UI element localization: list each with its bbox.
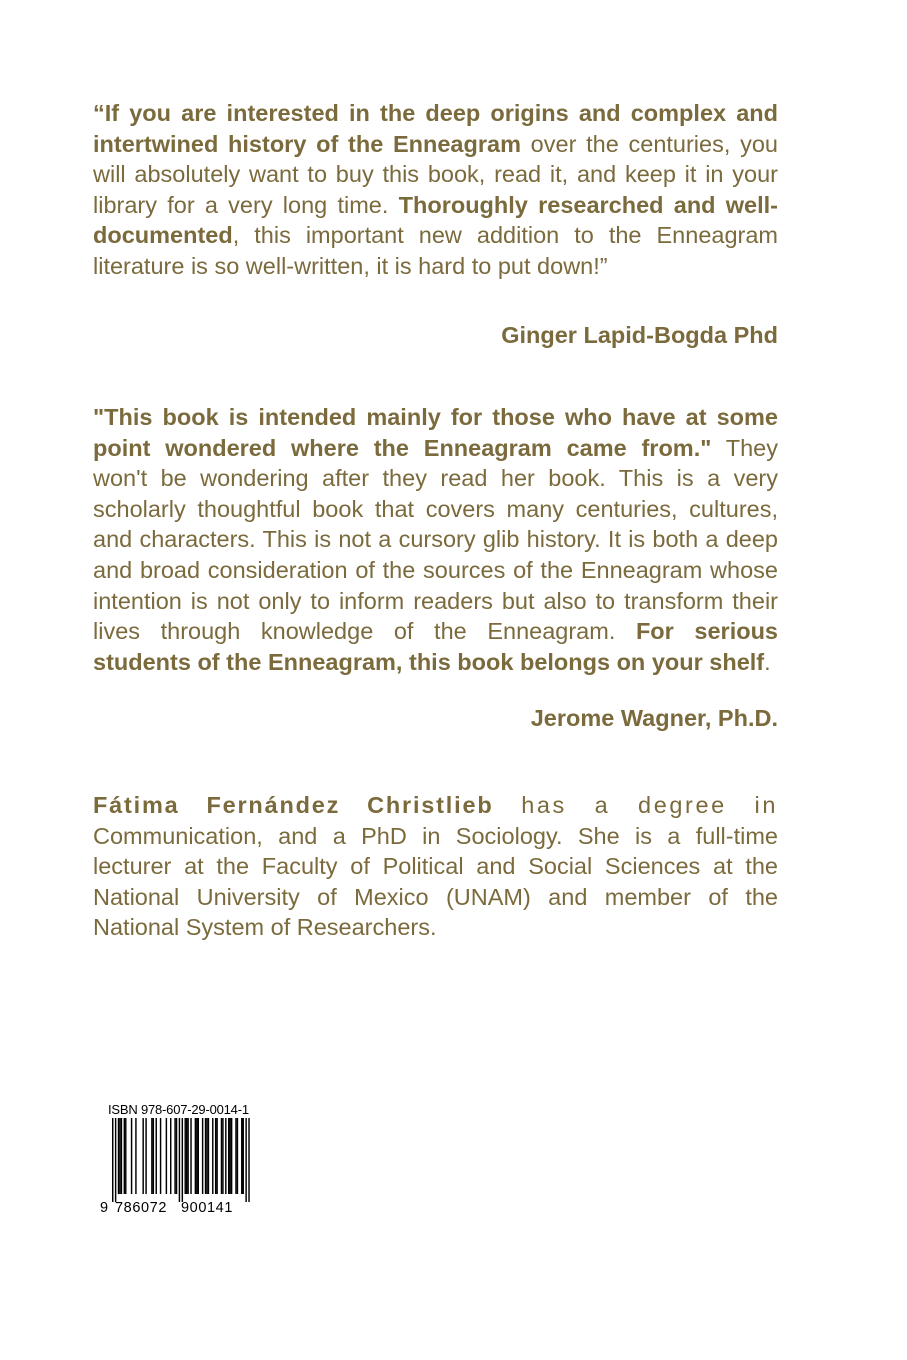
barcode-guard-bar bbox=[115, 1118, 116, 1202]
barcode-bar bbox=[118, 1118, 119, 1194]
quote-1-text-end: , this important new addition to the Enneagram literature is so well-written, it is hard to put down!” bbox=[93, 222, 778, 279]
barcode-bar bbox=[153, 1118, 154, 1194]
barcode-bar bbox=[195, 1118, 196, 1194]
praise-quote-1 bbox=[93, 98, 778, 282]
barcode-bar bbox=[243, 1118, 244, 1194]
barcode-bar bbox=[174, 1118, 175, 1194]
barcode-bars bbox=[100, 1118, 250, 1202]
barcode-bar bbox=[160, 1118, 161, 1194]
barcode-bar bbox=[231, 1118, 232, 1194]
isbn-barcode bbox=[100, 1102, 250, 1224]
barcode-bar bbox=[176, 1118, 177, 1194]
barcode-bar bbox=[212, 1118, 213, 1194]
barcode-guard-bar bbox=[112, 1118, 113, 1202]
quote-2-text-mid: They won't be wondering after they read her book. This is a very scholarly thoughtful book that covers many centuries, cultures, and characters. This is not a cursory glib history. It is both a deep and broad consideration of the sources of the Enneagram whose intention is not only to inform readers but also to transform their lives through knowledge of the Enneagram. bbox=[93, 434, 778, 645]
barcode-bar bbox=[241, 1118, 242, 1194]
barcode-bar bbox=[216, 1118, 217, 1194]
barcode-guard-bar bbox=[245, 1118, 246, 1202]
barcode-bar bbox=[145, 1118, 146, 1194]
barcode-bar bbox=[221, 1118, 222, 1194]
barcode-bar bbox=[228, 1118, 229, 1194]
barcode-bar bbox=[205, 1118, 206, 1194]
quote-1-text-mid: over the centuries, you will absolutely want to buy this book, read it, and keep it in your library for a very long time. bbox=[93, 130, 778, 218]
quote-2-attribution: Jerome Wagner, Ph.D. bbox=[530, 705, 778, 731]
barcode-bar bbox=[208, 1118, 209, 1194]
barcode-guard-bar bbox=[179, 1118, 180, 1202]
barcode-bar bbox=[185, 1118, 186, 1194]
barcode-bar bbox=[206, 1118, 207, 1194]
barcode-bar bbox=[198, 1118, 199, 1194]
barcode-bar bbox=[225, 1118, 226, 1194]
barcode-bar bbox=[142, 1118, 143, 1194]
barcode-bar bbox=[196, 1118, 197, 1194]
barcode-digits-left: 786072 bbox=[115, 1200, 167, 1216]
barcode-bar bbox=[135, 1118, 136, 1194]
barcode-bar bbox=[222, 1118, 223, 1194]
quote-2-bold-end: For serious students of the Enneagram, this book belongs on your shelf bbox=[93, 618, 778, 675]
barcode-bar bbox=[235, 1118, 236, 1194]
barcode-bar bbox=[202, 1118, 203, 1194]
barcode-bar bbox=[121, 1118, 122, 1194]
barcode-bar bbox=[119, 1118, 120, 1194]
barcode-bar bbox=[166, 1118, 167, 1194]
isbn-label: ISBN 978-607-29-0014-1 bbox=[108, 1102, 249, 1117]
barcode-digit-first: 9 bbox=[100, 1200, 109, 1216]
barcode-bar bbox=[125, 1118, 126, 1194]
author-name: Fátima Fernández Christlieb bbox=[93, 792, 494, 818]
barcode-bar bbox=[237, 1118, 238, 1194]
barcode-bar bbox=[186, 1118, 187, 1194]
barcode-bar bbox=[187, 1118, 188, 1194]
barcode-bar bbox=[170, 1118, 171, 1194]
author-bio bbox=[93, 790, 778, 943]
barcode-guard-bar bbox=[182, 1118, 183, 1202]
praise-quote-2 bbox=[93, 402, 778, 677]
barcode-bar bbox=[131, 1118, 132, 1194]
barcode-guard-bar bbox=[248, 1118, 249, 1202]
barcode-bar bbox=[151, 1118, 152, 1194]
barcode-bar bbox=[124, 1118, 125, 1194]
bio-text-rest: Communication, and a PhD in Sociology. She is a full-time lecturer at the Faculty of Political and Social Sciences at the National University of Mexico (UNAM) and member of the National System of Researchers. bbox=[93, 822, 778, 941]
barcode-bar bbox=[156, 1118, 157, 1194]
quote-2-bold-open: "This book is intended mainly for those who have at some point wondered where the Enneagram came from." bbox=[93, 404, 778, 461]
quote-2-text-end: . bbox=[764, 648, 771, 675]
quote-1-attribution: Ginger Lapid-Bogda Phd bbox=[501, 322, 778, 348]
barcode-bar bbox=[229, 1118, 230, 1194]
barcode-bar bbox=[190, 1118, 191, 1194]
barcode-digits bbox=[100, 1200, 250, 1220]
barcode-digits-right: 900141 bbox=[181, 1200, 233, 1216]
barcode-bar bbox=[215, 1118, 216, 1194]
bio-text-spaced: has a degree in bbox=[493, 792, 779, 818]
quote-1-bold-mid: Thoroughly researched and well-documented bbox=[93, 191, 778, 249]
quote-1-bold-open: “If you are interested in the deep origins and complex and intertwined history of the Enneagram bbox=[93, 100, 778, 157]
